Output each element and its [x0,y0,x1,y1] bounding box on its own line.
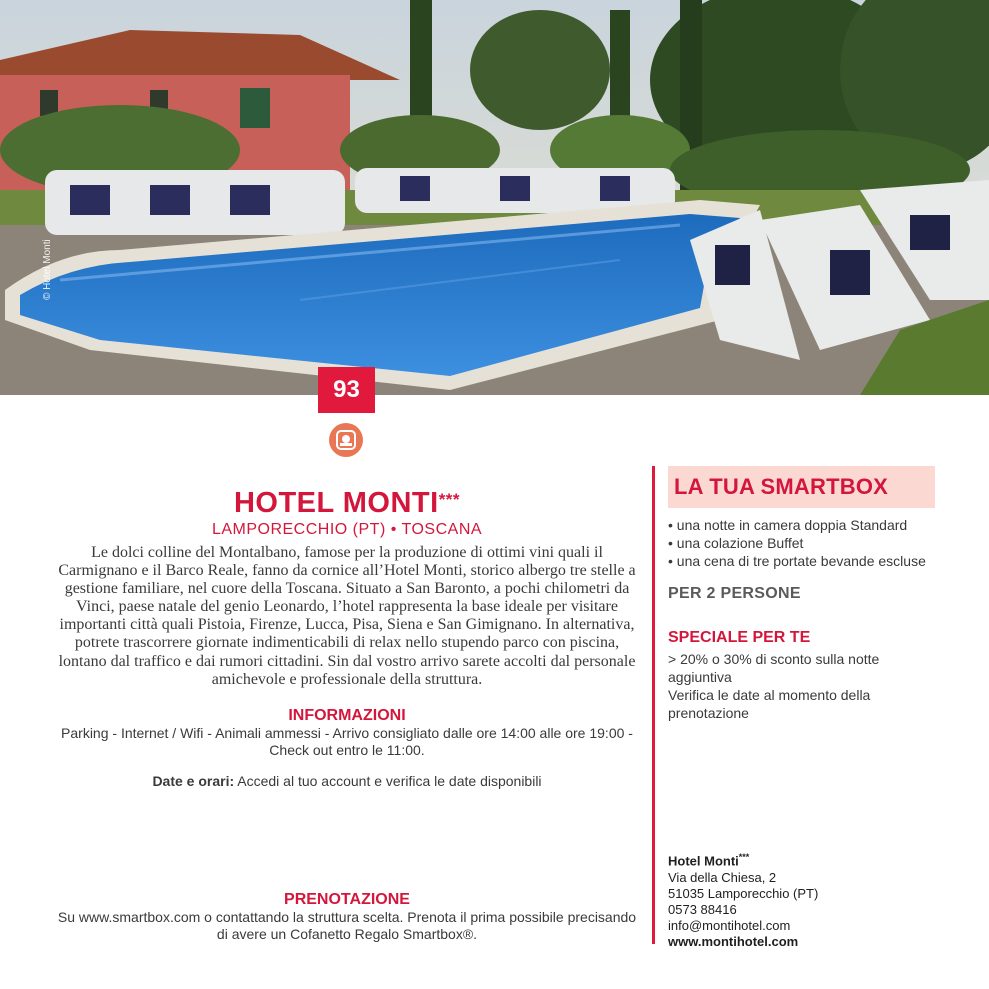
contact-name-text: Hotel Monti [668,853,739,869]
dates-label: Date e orari: [152,772,235,789]
informazioni-text: Parking - Internet / Wifi - Animali ammessi - Arrivo consigliato dalle ore 14:00 alle ore 19:00 - Check out entro le 11:00. [61,724,633,758]
prenotazione-section [55,891,639,943]
dates-line [55,773,639,790]
hotel-stars: *** [438,490,461,509]
hotel-description: Le dolci colline del Montalbano, famose per la produzione di ottimi vini quali il Carmignano e il Barco Reale, fanno da cornice all’Hotel Monti, storico albergo tre stelle a gestione familiare, nel cuore della Toscana. Situato a San Baronto, a pochi chilometri da Vinci, paese natale del genio Leonardo, l’hotel rappresenta la base ideale per visitare importanti città quali Pistoia, Firenze, Lucca, Pisa, Siena e San Gimignano. In alternativa, potrete trascorrere giornate indimenticabili di relax nello stupendo parco con piscina, lontano dal traffico e dai rumori cittadini. Sin dal vostro arrivo sarete accolti dal personale amichevole e professionale della struttura. [58,544,636,688]
contact-website-link[interactable]: www.montihotel.com [668,934,799,950]
hotel-description-column [55,486,639,790]
contact-email[interactable]: info@montihotel.com [668,918,791,934]
dates-text: Accedi al tuo account e verifica le date disponibili [234,772,542,789]
smartbox-items [668,516,935,570]
smartbox-column [668,466,935,722]
photo-credit: © Hotel Monti [42,239,53,300]
contact-stars: *** [738,852,750,862]
hotel-title [55,486,639,520]
prenotazione-title: PRENOTAZIONE [284,891,410,908]
smartbox-item: • una notte in camera doppia Standard [668,517,908,533]
contact-block [668,849,928,951]
contact-address: Via della Chiesa, 2 [668,869,777,885]
contact-name [668,849,928,870]
column-divider [652,466,655,944]
prenotazione-text: Su www.smartbox.com o contattando la struttura scelta. Prenota il prima possibile precisando di avere un Cofanetto Regalo Smartbox®. [57,909,637,942]
smartbox-title: LA TUA SMARTBOX [668,466,935,508]
speciale-text [668,650,935,722]
speciale-line: > 20% o 30% di sconto sulla notte aggiuntiva [668,651,880,685]
restaurant-icon [329,423,363,457]
hotel-pool-photo [0,0,989,395]
speciale-title: SPECIALE PER TE [668,629,811,646]
smartbox-item: • una cena di tre portate bevande escluse [668,553,926,569]
informazioni-title: INFORMAZIONI [288,706,406,724]
hotel-location: LAMPORECCHIO (PT) • TOSCANA [211,521,483,538]
hotel-name: HOTEL MONTI [233,487,439,519]
persons-label: PER 2 PERSONE [668,585,801,602]
contact-phone[interactable]: 0573 88416 [668,901,737,917]
contact-city: 51035 Lamporecchio (PT) [668,885,819,901]
informazioni-section [55,707,639,790]
page-number-badge: 93 [318,367,375,413]
smartbox-item: • una colazione Buffet [668,535,804,551]
speciale-line: Verifica le date al momento della prenotazione [668,687,871,721]
